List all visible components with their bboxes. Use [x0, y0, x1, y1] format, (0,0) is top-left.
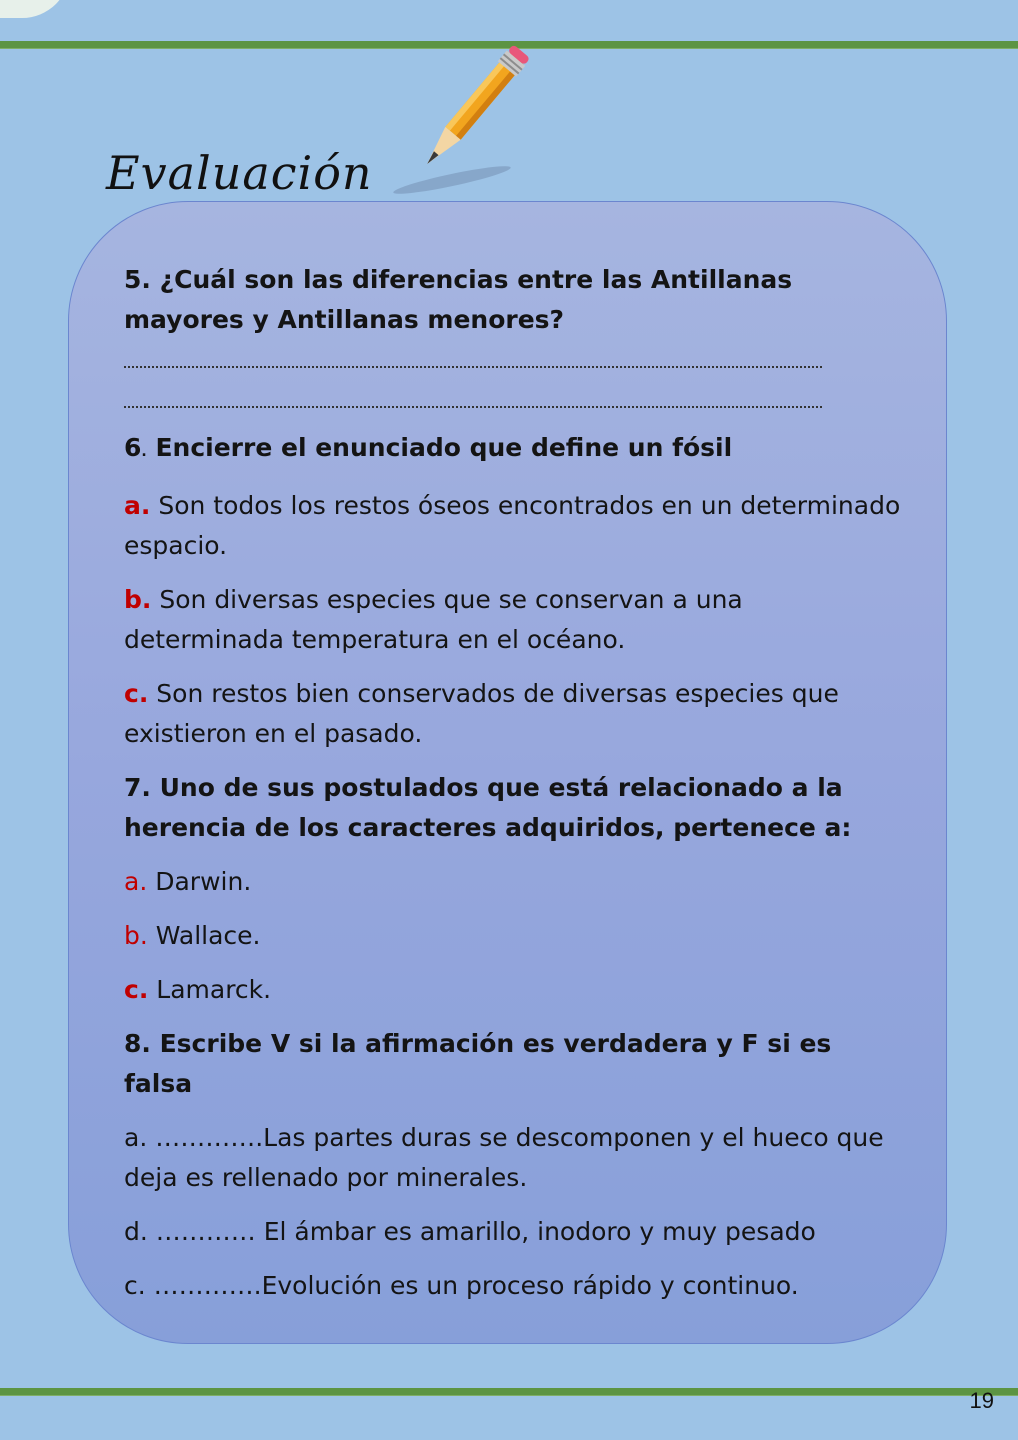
true-false-item[interactable]: a. ………….Las partes duras se descomponen y el hueco que deja es rellenado por minerales. — [124, 1123, 884, 1192]
option-letter: b. — [124, 921, 148, 950]
answer-line[interactable] — [124, 366, 822, 368]
question-7: 7. Uno de sus postulados que está relacionado a la herencia de los caracteres adquiridos, pertenece a: — [124, 773, 852, 842]
page-title: Evaluación — [106, 146, 373, 200]
question-5: 5. ¿Cuál son las diferencias entre las Antillanas mayores y Antillanas menores? — [124, 265, 793, 334]
true-false-item[interactable]: d. ………… El ámbar es amarillo, inodoro y muy pesado — [124, 1217, 816, 1246]
option-item[interactable] — [124, 486, 904, 566]
option-text: Son todos los restos óseos encontrados en un determinado espacio. — [124, 491, 901, 560]
question-8: 8. Escribe V si la afirmación es verdadera y F si es falsa — [124, 1029, 832, 1098]
option-item[interactable] — [124, 916, 904, 956]
option-letter: a. — [124, 867, 148, 896]
option-letter: c. — [124, 679, 149, 708]
pencil-icon — [382, 30, 552, 195]
answer-line[interactable] — [124, 406, 822, 408]
option-item[interactable] — [124, 580, 904, 660]
bottom-divider — [0, 1388, 1018, 1396]
question-6: 6. Encierre el enunciado que define un fósil — [124, 433, 733, 462]
question-6-number: 6 — [124, 433, 142, 462]
true-false-item[interactable]: c. ………….Evolución es un proceso rápido y continuo. — [124, 1271, 799, 1300]
option-item[interactable] — [124, 674, 904, 754]
option-item[interactable] — [124, 862, 904, 902]
question-6-text: Encierre el enunciado que define un fósil — [155, 433, 733, 462]
option-item[interactable] — [124, 970, 904, 1010]
corner-decoration — [0, 0, 70, 18]
option-letter: a. — [124, 491, 151, 520]
option-text: Son diversas especies que se conservan a una determinada temperatura en el océano. — [124, 585, 743, 654]
option-letter: c. — [124, 975, 149, 1004]
option-text: Wallace. — [155, 921, 261, 950]
option-text: Darwin. — [155, 867, 252, 896]
option-text: Lamarck. — [156, 975, 272, 1004]
page-number: 19 — [969, 1388, 994, 1413]
option-text: Son restos bien conservados de diversas especies que existieron en el pasado. — [124, 679, 839, 748]
evaluation-content — [124, 260, 904, 1306]
option-letter: b. — [124, 585, 152, 614]
